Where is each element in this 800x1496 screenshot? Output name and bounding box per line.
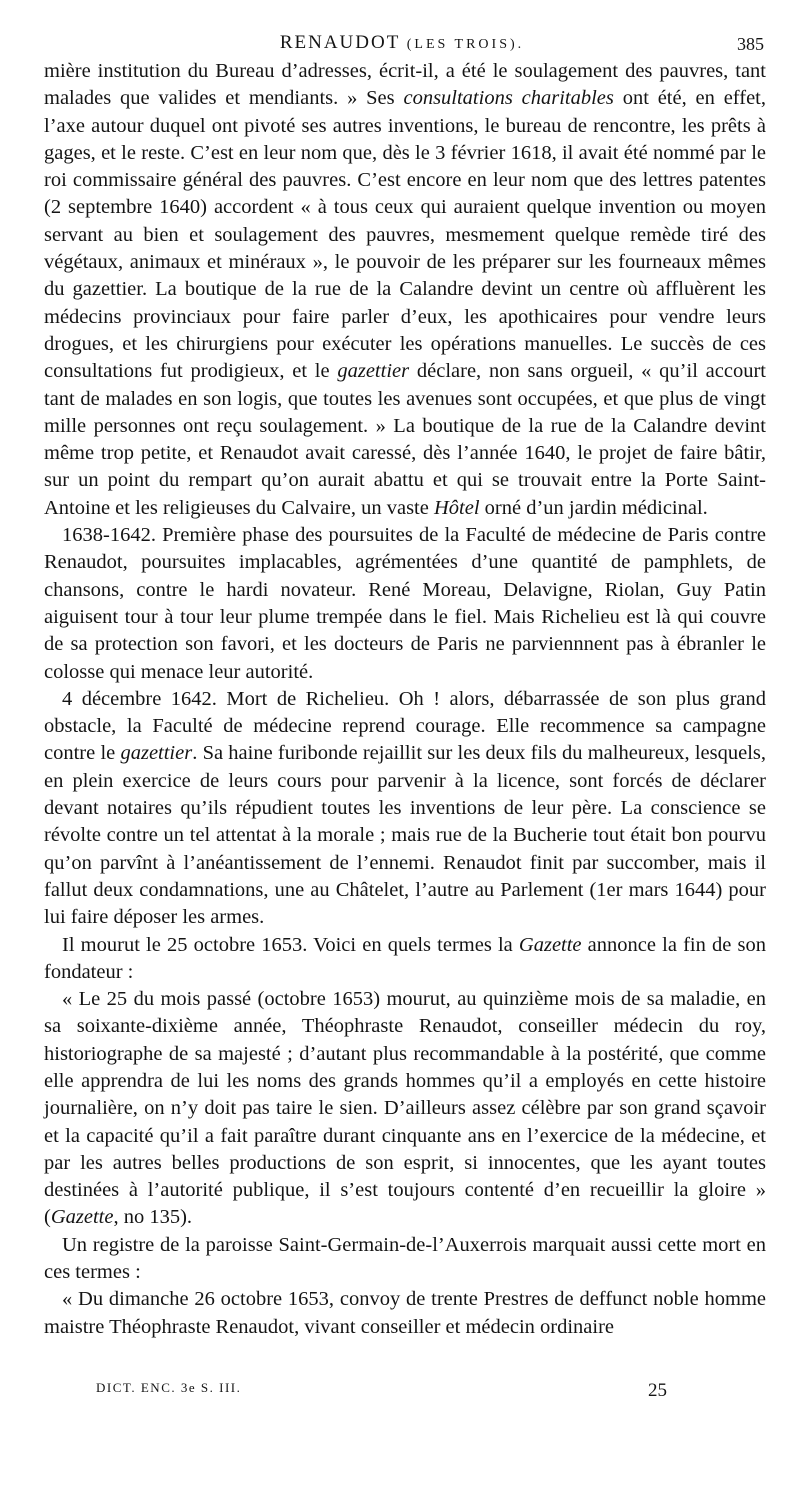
text-run: ont été, en effet, l’axe autour duquel ont pivoté ses autres inventions, le bureau de rencontre, les prêts à gages, et le reste. C’est en leur nom que, dès le 3 février 1618, il avait été nommé par le roi commissaire général des pauvres. C’est encore en leur nom que des lettres patentes (2 septembre 1640) accordent « à tous ceux qui auraient quelque invention ou moyen servant au bien et soulagement des pauvres, mesmement quelque remède tiré des végétaux, animaux et minéraux », le pouvoir de les préparer sur les fourneaux mêmes du gazettier. La boutique de la rue de la Calandre devint un centre où affluèrent les médecins provinciaux pour faire parler d’eux, les apothicaires pour vendre leurs drogues, et les chirurgiens pour exécuter les opérations manuelles. Le succès de ces consultations fut prodigieux, et le <box>44 87 767 383</box>
text-run: 1638-1642. Première phase des poursuites de la Faculté de médecine de Paris contre Renaudot, poursuites implacables, agrémentées d’une quantité de pamphlets, de chansons, contre le hardi novateur. René Moreau, Delavigne, Riolan, Guy Patin aiguisent tour à tour leur plume trempée dans le fiel. Mais Richelieu est là qui couvre de sa protection son favori, et les docteurs de Paris ne parviennnent pas à ébranler le colosse qui menace leur autorité. <box>44 524 766 683</box>
text-run: 4 décembre 1642. Mort de Richelieu. Oh ! alors, débarrassée de son plus grand obstacle, la Faculté de médecine reprend courage. Elle recommence sa campagne contre le <box>44 687 766 765</box>
paragraph-6 <box>44 1232 766 1287</box>
running-title <box>40 32 764 54</box>
page-number: 385 <box>737 34 764 54</box>
paragraph-5 <box>44 986 766 1232</box>
running-head <box>40 32 764 60</box>
text-run: « Le 25 du mois passé (octobre 1653) mourut, au quinzième mois de sa maladie, en sa soixante-dixième année, Théophraste Renaudot, conseiller médecin du roy, historiographe de sa majesté ; d’autant plus recommandable à la postérité, que comme elle apprendra de lui les noms des grands hommes qu’il a employés en cette histoire journalière, on n’y doit pas taire le sien. D’ailleurs assez célèbre par son grand sçavoir et la capacité qu’il a fait paraître durant cinquante ans en l’exercice de la médecine, et par les autres belles productions de son esprit, si innocentes, que les ayant toutes destinées à l’autorité publique, il s’est toujours contenté d’en recueillir la gloire » ( <box>44 988 766 1229</box>
text-run: « Du dimanche 26 octobre 1653, convoy de trente Prestres de deffunct noble homme maistre Théophraste Renaudot, vivant conseiller et médecin ordinaire <box>44 1288 766 1338</box>
text-run: annonce la fin de son fondateur : <box>44 933 766 983</box>
text-run: . Sa haine furibonde rejaillit sur les deux fils du malheureux, lesquels, en plein exercice de leurs cours pour parvenir à la licence, sont forcés de déclarer devant notaires qu’ils répudient toutes les inventions de leur père. La conscience se révolte contre un tel attentat à la morale ; mais rue de la Bucherie tout était bon pourvu qu’on parvînt à l’anéantissement de l’ennemi. Renaudot finit par succomber, mais il fallut deux condamnations, une au Châtelet, l’autre au Parlement (1er mars 1644) pour lui faire déposer les armes. <box>44 742 767 929</box>
text-run: Il mourut le 25 octobre 1653. Voici en quels termes la <box>62 933 519 956</box>
italic-run: gazettier <box>337 360 410 383</box>
italic-run: consultations charitables <box>403 87 614 110</box>
running-title-paren: (LES TROIS). <box>406 37 525 52</box>
italic-run: Hôtel <box>433 496 480 519</box>
running-title-main: RENAUDOT <box>279 32 400 53</box>
body-text <box>44 58 766 1341</box>
italic-run: gazettier <box>120 742 193 765</box>
paragraph-2 <box>44 522 766 686</box>
paragraph-1 <box>44 58 766 522</box>
italic-run: Gazette <box>518 933 582 956</box>
paragraph-3 <box>44 686 766 932</box>
text-run: déclare, non sans orgueil, « qu’il accourt tant de malades en son logis, que toutes les avenues sont occupées, et que plus de vingt mille personnes ont reçu soulagement. » La boutique de la rue de la Calandre devint même trop petite, et Renaudot avait caressé, dès l’année 1640, le projet de faire bâtir, sur un point du rempart qu’on aurait abattu et qui se trouvait entre la Porte Saint-Antoine et les religieuses du Calvaire, un vaste <box>44 360 766 519</box>
paragraph-7 <box>44 1286 766 1341</box>
text-run: , no 135). <box>113 1206 193 1229</box>
footer-sheet-number: 25 <box>648 1380 667 1401</box>
text-run: mière institution du Bureau d’adresses, écrit-il, a été le soulagement des pauvres, tant malades que valides et mendiants. » Ses <box>44 60 766 110</box>
paragraph-4 <box>44 932 766 987</box>
italic-run: Gazette <box>50 1206 114 1229</box>
text-run: Un registre de la paroisse Saint-Germain-de-l’Auxerrois marquait aussi cette mort en ces termes : <box>44 1233 766 1284</box>
text-run: orné d’un jardin médicinal. <box>479 496 708 519</box>
footer-signature-mark: DICT. ENC. 3e S. III. <box>96 1380 242 1395</box>
